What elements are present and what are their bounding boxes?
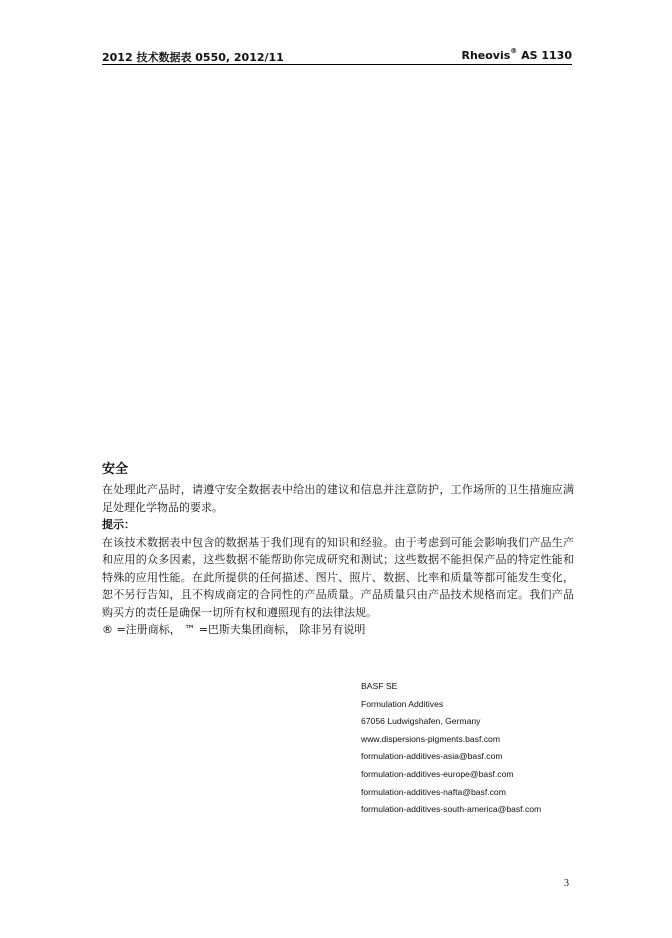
- safety-heading: 安全: [102, 462, 129, 477]
- email-europe-link[interactable]: formulation-additives-europe@basf.com: [361, 768, 514, 779]
- website-link[interactable]: www.dispersions-pigments.basf.com: [361, 733, 500, 744]
- note-text: 在该技术数据表中包含的数据基于我们现有的知识和经验。由于考虑到可能会影响我们产品生产和应用的众多因素，这些数据不能帮助你完成研究和测试；这些数据不能担保产品的特定性能和特殊的应用性能。在此所提供的任何描述、图片、照片、数据、比率和质量等都可能发生变化，恕不另行告知，且不构成商定的合同性的产品质量。产品质量只由产品技术规格而定。我们产品购买方的责任是确保一切所有权和遵照现有的法律法规。: [102, 535, 574, 619]
- division-name: Formulation Additives: [361, 698, 444, 709]
- safety-text: 在处理此产品时，请遵守安全数据表中给出的建议和信息并注意防护，工作场所的卫生措施应满足处理化学物品的要求。: [102, 483, 574, 514]
- email-asia-link[interactable]: formulation-additives-asia@basf.com: [361, 751, 503, 762]
- email-nafta-link[interactable]: formulation-additives-nafta@basf.com: [361, 786, 506, 797]
- header-product-name: [461, 49, 572, 62]
- contact-block: [361, 678, 591, 819]
- note-heading: 提示：: [102, 518, 135, 531]
- product-name: Rheovis: [461, 49, 511, 62]
- main-content: [102, 462, 574, 639]
- page-header: [102, 49, 572, 65]
- email-south-america-link[interactable]: formulation-additives-south-america@basf.com: [361, 804, 542, 815]
- product-code: AS 1130: [517, 49, 572, 62]
- company-name: BASF SE: [361, 681, 398, 691]
- trademark-notice: ® =注册商标， ™ =巴斯夫集团商标， 除非另有说明: [102, 623, 366, 636]
- company-address: 67056 Ludwigshafen, Germany: [361, 716, 481, 727]
- header-document-info: 2012 技术数据表 0550, 2012/11: [102, 51, 284, 64]
- registered-mark: ®: [510, 47, 518, 56]
- header-divider: [102, 64, 572, 65]
- page-number: 3: [564, 878, 569, 889]
